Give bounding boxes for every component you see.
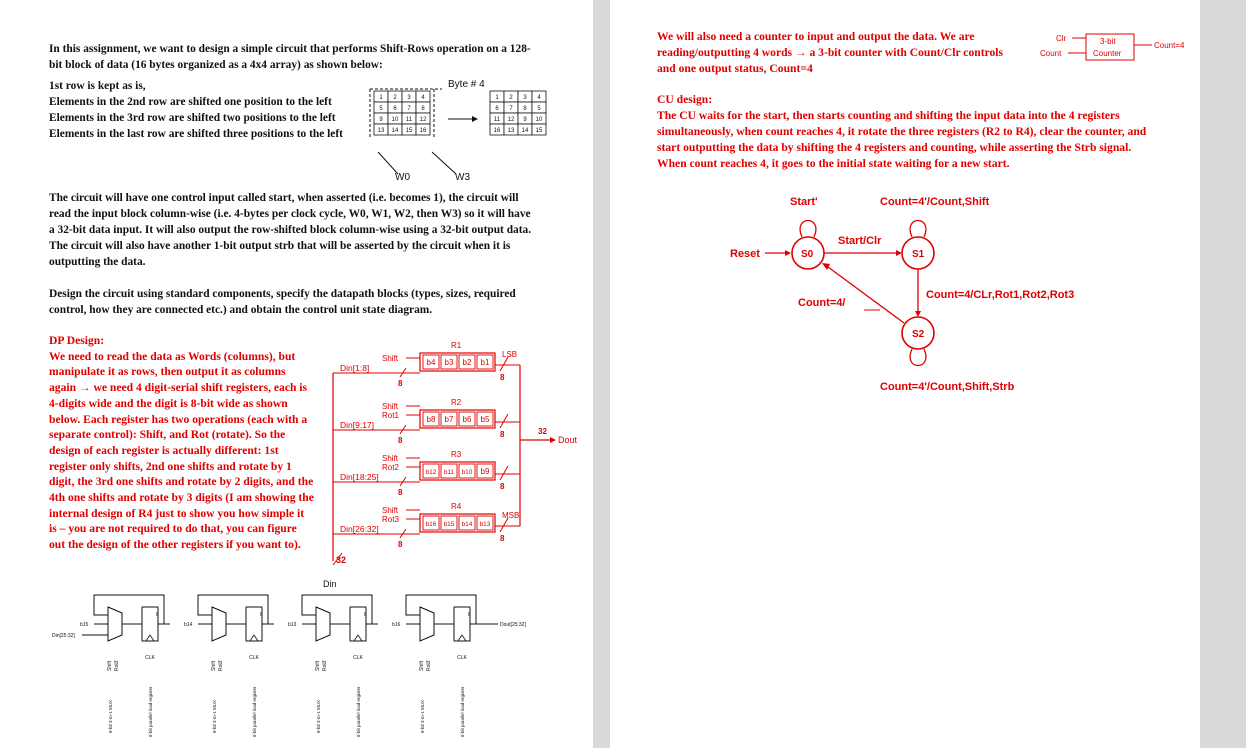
input-grid xyxy=(370,89,434,138)
mux-ctrl-shift: Shift xyxy=(107,660,113,671)
mux-caption: 8-bit 3-to-1 MUX xyxy=(212,699,217,733)
output-grid-cell-text: 8 xyxy=(523,106,527,112)
counter-line: reading/outputting 4 words → a 3-bit counter with Count/Clr controls xyxy=(657,46,1004,59)
register-output-width: 8 xyxy=(500,482,505,491)
din-input-label: Din[25:32] xyxy=(52,633,75,639)
output-grid-cell-text: 7 xyxy=(509,106,513,112)
input-grid-cell-text: 14 xyxy=(391,128,399,134)
row-rule: Elements in the 3rd row are shifted two positions to the left xyxy=(49,112,336,124)
s1-s2-arrowhead xyxy=(915,311,921,317)
mux-shape xyxy=(108,607,122,641)
state-s0-label: S0 xyxy=(801,249,814,260)
dp-line: design of each register is actually different: 1st xyxy=(49,443,279,457)
s2-s0-arrow xyxy=(828,267,904,323)
dp-line: again → we need 4 digit-serial shift registers, each is xyxy=(49,381,308,395)
register-cell-text: b9 xyxy=(480,467,490,476)
register-output-width: 8 xyxy=(500,534,505,543)
input-grid-cell-text: 11 xyxy=(405,117,413,123)
mux-input-label: b16 xyxy=(392,622,401,628)
mux-ctrl-rot: Rot3 xyxy=(426,660,432,671)
w0-label: W0 xyxy=(395,172,410,183)
counter-output-label: Count=4 xyxy=(1154,41,1185,50)
dp-title: DP Design: xyxy=(49,334,105,347)
register-cell-text: b5 xyxy=(480,415,490,424)
description-line: The circuit will have one control input called start, when asserted (i.e. becomes 1), the circuit will xyxy=(49,192,519,204)
counter-line: and one output status, Count=4 xyxy=(657,62,813,75)
output-grid-cell-text: 9 xyxy=(523,117,527,123)
dout-arrowhead xyxy=(550,437,556,443)
dp-line: 4-digits wide and the digit is 8-bit wide as shown xyxy=(49,396,288,410)
document-page-2 xyxy=(610,0,1200,748)
w3-label: W3 xyxy=(455,172,470,183)
s0-s1-arrowhead xyxy=(896,250,902,256)
cu-line: simultaneously, when count reaches 4, it rotate the three registers (R2 to R4), clear the counter, and xyxy=(657,125,1147,138)
mux-input-label: b14 xyxy=(184,622,193,628)
row-rule: 1st row is kept as is, xyxy=(49,80,146,92)
register-output-width: 8 xyxy=(500,430,505,439)
register-caption: 8-bit parallel load register xyxy=(148,686,153,737)
register-cell-text: b16 xyxy=(425,521,437,528)
register-output-width-tick xyxy=(500,357,508,371)
mux-caption: 8-bit 3-to-1 MUX xyxy=(316,699,321,733)
output-grid-cell-text: 13 xyxy=(507,128,515,134)
input-grid-cell-text: 4 xyxy=(421,95,425,101)
register-control-label: Rot3 xyxy=(382,515,399,524)
din-bus-width: 32 xyxy=(336,555,347,565)
row-rules xyxy=(49,78,369,142)
intro-line: bit block of data (16 bytes organized as a 4x4 array) as shown below: xyxy=(49,59,383,71)
cu-title: CU design: xyxy=(657,93,713,106)
register-cell-text: b6 xyxy=(462,415,472,424)
mux-ctrl-rot: Rot3 xyxy=(218,660,224,671)
register-control-label: Shift xyxy=(382,506,399,515)
s2-loop-label: Count=4'/Count,Shift,Strb xyxy=(880,381,1015,393)
register-control-label: Rot1 xyxy=(382,411,399,420)
register-datapath-diagram xyxy=(320,335,590,595)
dp-line: register only shifts, 2nd one shifts and rotate by 1 xyxy=(49,459,292,473)
mux-ctrl-shift: Shift xyxy=(315,660,321,671)
register-name: R4 xyxy=(451,502,462,511)
register-caption: 8-bit parallel load register xyxy=(460,686,465,737)
mux-ctrl-rot: Rot3 xyxy=(322,660,328,671)
cu-state-diagram xyxy=(710,185,1130,405)
description-line: a 32-bit data input. It will also output the row-shifted block column-wise using a 32-bit output data. xyxy=(49,224,532,236)
register-cell-text: b14 xyxy=(461,521,473,528)
description-line: The circuit will also have another 1-bit output strb that will be asserted by the circuit when it is xyxy=(49,240,511,252)
transform-arrowhead xyxy=(472,116,478,122)
dout-output-label: Dout[25:32] xyxy=(500,622,526,628)
input-grid-cell-text: 13 xyxy=(377,128,385,134)
s0-s1-label: Start/Clr xyxy=(838,235,882,247)
mux-ctrl-rot: Rot3 xyxy=(114,660,120,671)
register-cell-text: b11 xyxy=(443,469,455,476)
register-din-label: Din[1:8] xyxy=(340,363,370,373)
output-grid-cell-text: 5 xyxy=(537,106,541,112)
register-name: R3 xyxy=(451,450,462,459)
input-grid-cell-text: 12 xyxy=(419,117,427,123)
dp-line: separate control): Shift, and Rot (rotate). So the xyxy=(49,428,286,442)
input-grid-cell-text: 2 xyxy=(393,95,397,101)
register-name: R1 xyxy=(451,341,462,350)
counter-block xyxy=(1038,30,1198,70)
register-cell-text: b1 xyxy=(480,358,490,367)
register-name: R2 xyxy=(451,398,462,407)
clk-label: CLK xyxy=(353,655,363,661)
counter-label-1: 3-bit xyxy=(1100,37,1116,46)
dp-line: internal design of R4 just to show you how simple it xyxy=(49,506,305,520)
dp-line: out the design of the other registers if you want to). xyxy=(49,538,301,552)
counter-label-2: Counter xyxy=(1093,49,1122,58)
cu-design-section xyxy=(657,92,1162,172)
register-tag: LSB xyxy=(502,350,518,359)
byte-label: Byte # 4 xyxy=(448,79,485,90)
dp-line: digit, the 3rd one shifts and rotate by 2 digits, and the xyxy=(49,475,314,489)
row-rule: Elements in the last row are shifted three positions to the left xyxy=(49,128,343,140)
input-grid-cell-text: 10 xyxy=(391,117,399,123)
register-din-label: Din[26:32] xyxy=(340,524,379,534)
input-grid-cell-text: 15 xyxy=(405,128,413,134)
input-grid-cell-text: 6 xyxy=(393,106,397,112)
mux-ctrl-shift: Shift xyxy=(419,660,425,671)
s0-loop-label: Start' xyxy=(790,196,818,208)
w0-pointer xyxy=(378,152,398,174)
din-label: Din xyxy=(323,579,337,589)
register-input-width: 8 xyxy=(398,488,403,497)
clk-label: CLK xyxy=(457,655,467,661)
dout-label: Dout xyxy=(558,435,578,445)
state-s2-label: S2 xyxy=(912,329,925,340)
reset-label: Reset xyxy=(730,248,760,260)
mux-shape xyxy=(316,607,330,641)
register-tag: MSB xyxy=(502,511,520,520)
register-control-label: Shift xyxy=(382,402,399,411)
row-rule: Elements in the 2nd row are shifted one position to the left xyxy=(49,96,332,108)
r4-internal-diagram xyxy=(40,585,593,748)
w3-pointer xyxy=(432,152,456,174)
task-line: control, how they are connected etc.) and obtain the control unit state diagram. xyxy=(49,304,433,316)
register-output-width-tick xyxy=(500,466,508,480)
s1-s2-label: Count=4/CLr,Rot1,Rot2,Rot3 xyxy=(926,289,1075,301)
dp-line: below. Each register has two operations (each with a xyxy=(49,412,308,426)
mux-shape xyxy=(420,607,434,641)
dp-line: is – you are not required to do that, you can figure xyxy=(49,522,297,536)
state-s1-label: S1 xyxy=(912,249,925,260)
shift-rows-figure xyxy=(360,74,560,184)
register-cell-text: b13 xyxy=(479,521,491,528)
output-grid-cell-text: 1 xyxy=(495,95,499,101)
mux-input-label: b13 xyxy=(288,622,297,628)
right-margin xyxy=(1200,0,1246,748)
output-grid-cell-text: 12 xyxy=(507,117,515,123)
s2-s0-arrowhead xyxy=(822,263,830,270)
register-cell-text: b10 xyxy=(461,469,473,476)
intro-paragraph xyxy=(49,41,554,73)
register-cell-text: b8 xyxy=(426,415,436,424)
s1-self-loop xyxy=(910,221,926,238)
register-cell-text: b3 xyxy=(444,358,454,367)
description-line: outputting the data. xyxy=(49,256,146,268)
register-width-label: 8 xyxy=(156,612,159,618)
s2-s0-label: Count=4/ xyxy=(798,297,846,309)
output-grid-cell-text: 10 xyxy=(535,117,543,123)
output-grid-cell-text: 16 xyxy=(493,128,501,134)
task-paragraph xyxy=(49,286,554,318)
register-cell-text: b2 xyxy=(462,358,472,367)
page-gutter xyxy=(593,0,610,748)
register-width-label: 8 xyxy=(468,612,471,618)
dout-width: 32 xyxy=(538,427,547,436)
register-din-label: Din[9:17] xyxy=(340,420,375,430)
s2-self-loop xyxy=(910,349,926,366)
output-grid-cell-text: 14 xyxy=(521,128,529,134)
register-width-label: 8 xyxy=(260,612,263,618)
input-grid-cell-text: 9 xyxy=(379,117,383,123)
cu-line: When count reaches 4, it goes to the initial state waiting for a new start. xyxy=(657,157,1010,170)
register-cell-text: b15 xyxy=(443,521,455,528)
register-caption: 8-bit parallel load register xyxy=(252,686,257,737)
mux-shape xyxy=(212,607,226,641)
register-input-width: 8 xyxy=(398,540,403,549)
output-grid-cell-text: 11 xyxy=(493,117,501,123)
intro-line: In this assignment, we want to design a simple circuit that performs Shift-Rows operation on a 128- xyxy=(49,43,531,55)
clk-label: CLK xyxy=(249,655,259,661)
input-grid-cell-text: 3 xyxy=(407,95,411,101)
input-grid-cell-text: 8 xyxy=(421,106,425,112)
output-grid-cell-text: 2 xyxy=(509,95,513,101)
counter-count-label: Count xyxy=(1040,49,1062,58)
register-output-width-tick xyxy=(500,414,508,428)
cu-line: start outputting the data by shifting the 4 registers and counting, while asserting the Strb signal. xyxy=(657,141,1132,154)
mux-input-label: b15 xyxy=(80,622,89,628)
dp-line: We need to read the data as Words (columns), but xyxy=(49,349,296,363)
document-page-1 xyxy=(0,0,593,748)
register-input-width: 8 xyxy=(398,379,403,388)
counter-clr-label: Clr xyxy=(1056,34,1067,43)
counter-paragraph xyxy=(657,29,1037,77)
s1-loop-label: Count=4'/Count,Shift xyxy=(880,196,990,208)
counter-line: We will also need a counter to input and output the data. We are xyxy=(657,30,975,43)
register-cell-text: b12 xyxy=(425,469,437,476)
input-grid-cell-text: 16 xyxy=(419,128,427,134)
mux-ctrl-shift: Shift xyxy=(211,660,217,671)
description-paragraph xyxy=(49,190,554,270)
output-grid xyxy=(490,91,546,135)
register-width-label: 8 xyxy=(364,612,367,618)
cu-line: The CU waits for the start, then starts counting and shifting the input data into the 4 registers xyxy=(657,109,1120,122)
register-din-label: Din[18:25] xyxy=(340,472,379,482)
dp-design-section xyxy=(49,333,317,553)
register-output-width: 8 xyxy=(500,373,505,382)
output-grid-cell-text: 15 xyxy=(535,128,543,134)
clk-label: CLK xyxy=(145,655,155,661)
input-grid-cell-text: 7 xyxy=(407,106,411,112)
input-grid-cell-text: 5 xyxy=(379,106,383,112)
description-line: read the input block column-wise (i.e. 4-bytes per clock cycle, W0, W1, W2, then W3) so it will have xyxy=(49,208,531,220)
register-cell-text: b7 xyxy=(444,415,454,424)
register-control-label: Rot2 xyxy=(382,463,399,472)
output-grid-cell-text: 3 xyxy=(523,95,527,101)
mux-caption: 8-bit 3-to-1 MUX xyxy=(420,699,425,733)
dp-line: manipulate it as rows, then output it as columns xyxy=(49,365,286,379)
dp-line: 4th one shifts and rotate by 3 digits (I am showing the xyxy=(49,491,314,505)
mux-caption: 8-bit 3-to-1 MUX xyxy=(108,699,113,733)
register-control-label: Shift xyxy=(382,354,399,363)
reset-arrowhead xyxy=(785,250,791,256)
task-line: Design the circuit using standard components, specify the datapath blocks (types, sizes, required xyxy=(49,288,516,300)
output-grid-cell-text: 4 xyxy=(537,95,541,101)
input-grid-cell-text: 1 xyxy=(379,95,383,101)
register-control-label: Shift xyxy=(382,454,399,463)
output-grid-cell-text: 6 xyxy=(495,106,499,112)
register-input-width: 8 xyxy=(398,436,403,445)
register-cell-text: b4 xyxy=(426,358,436,367)
s0-self-loop xyxy=(800,221,816,238)
register-caption: 8-bit parallel load register xyxy=(356,686,361,737)
register-output-width-tick xyxy=(500,518,508,532)
